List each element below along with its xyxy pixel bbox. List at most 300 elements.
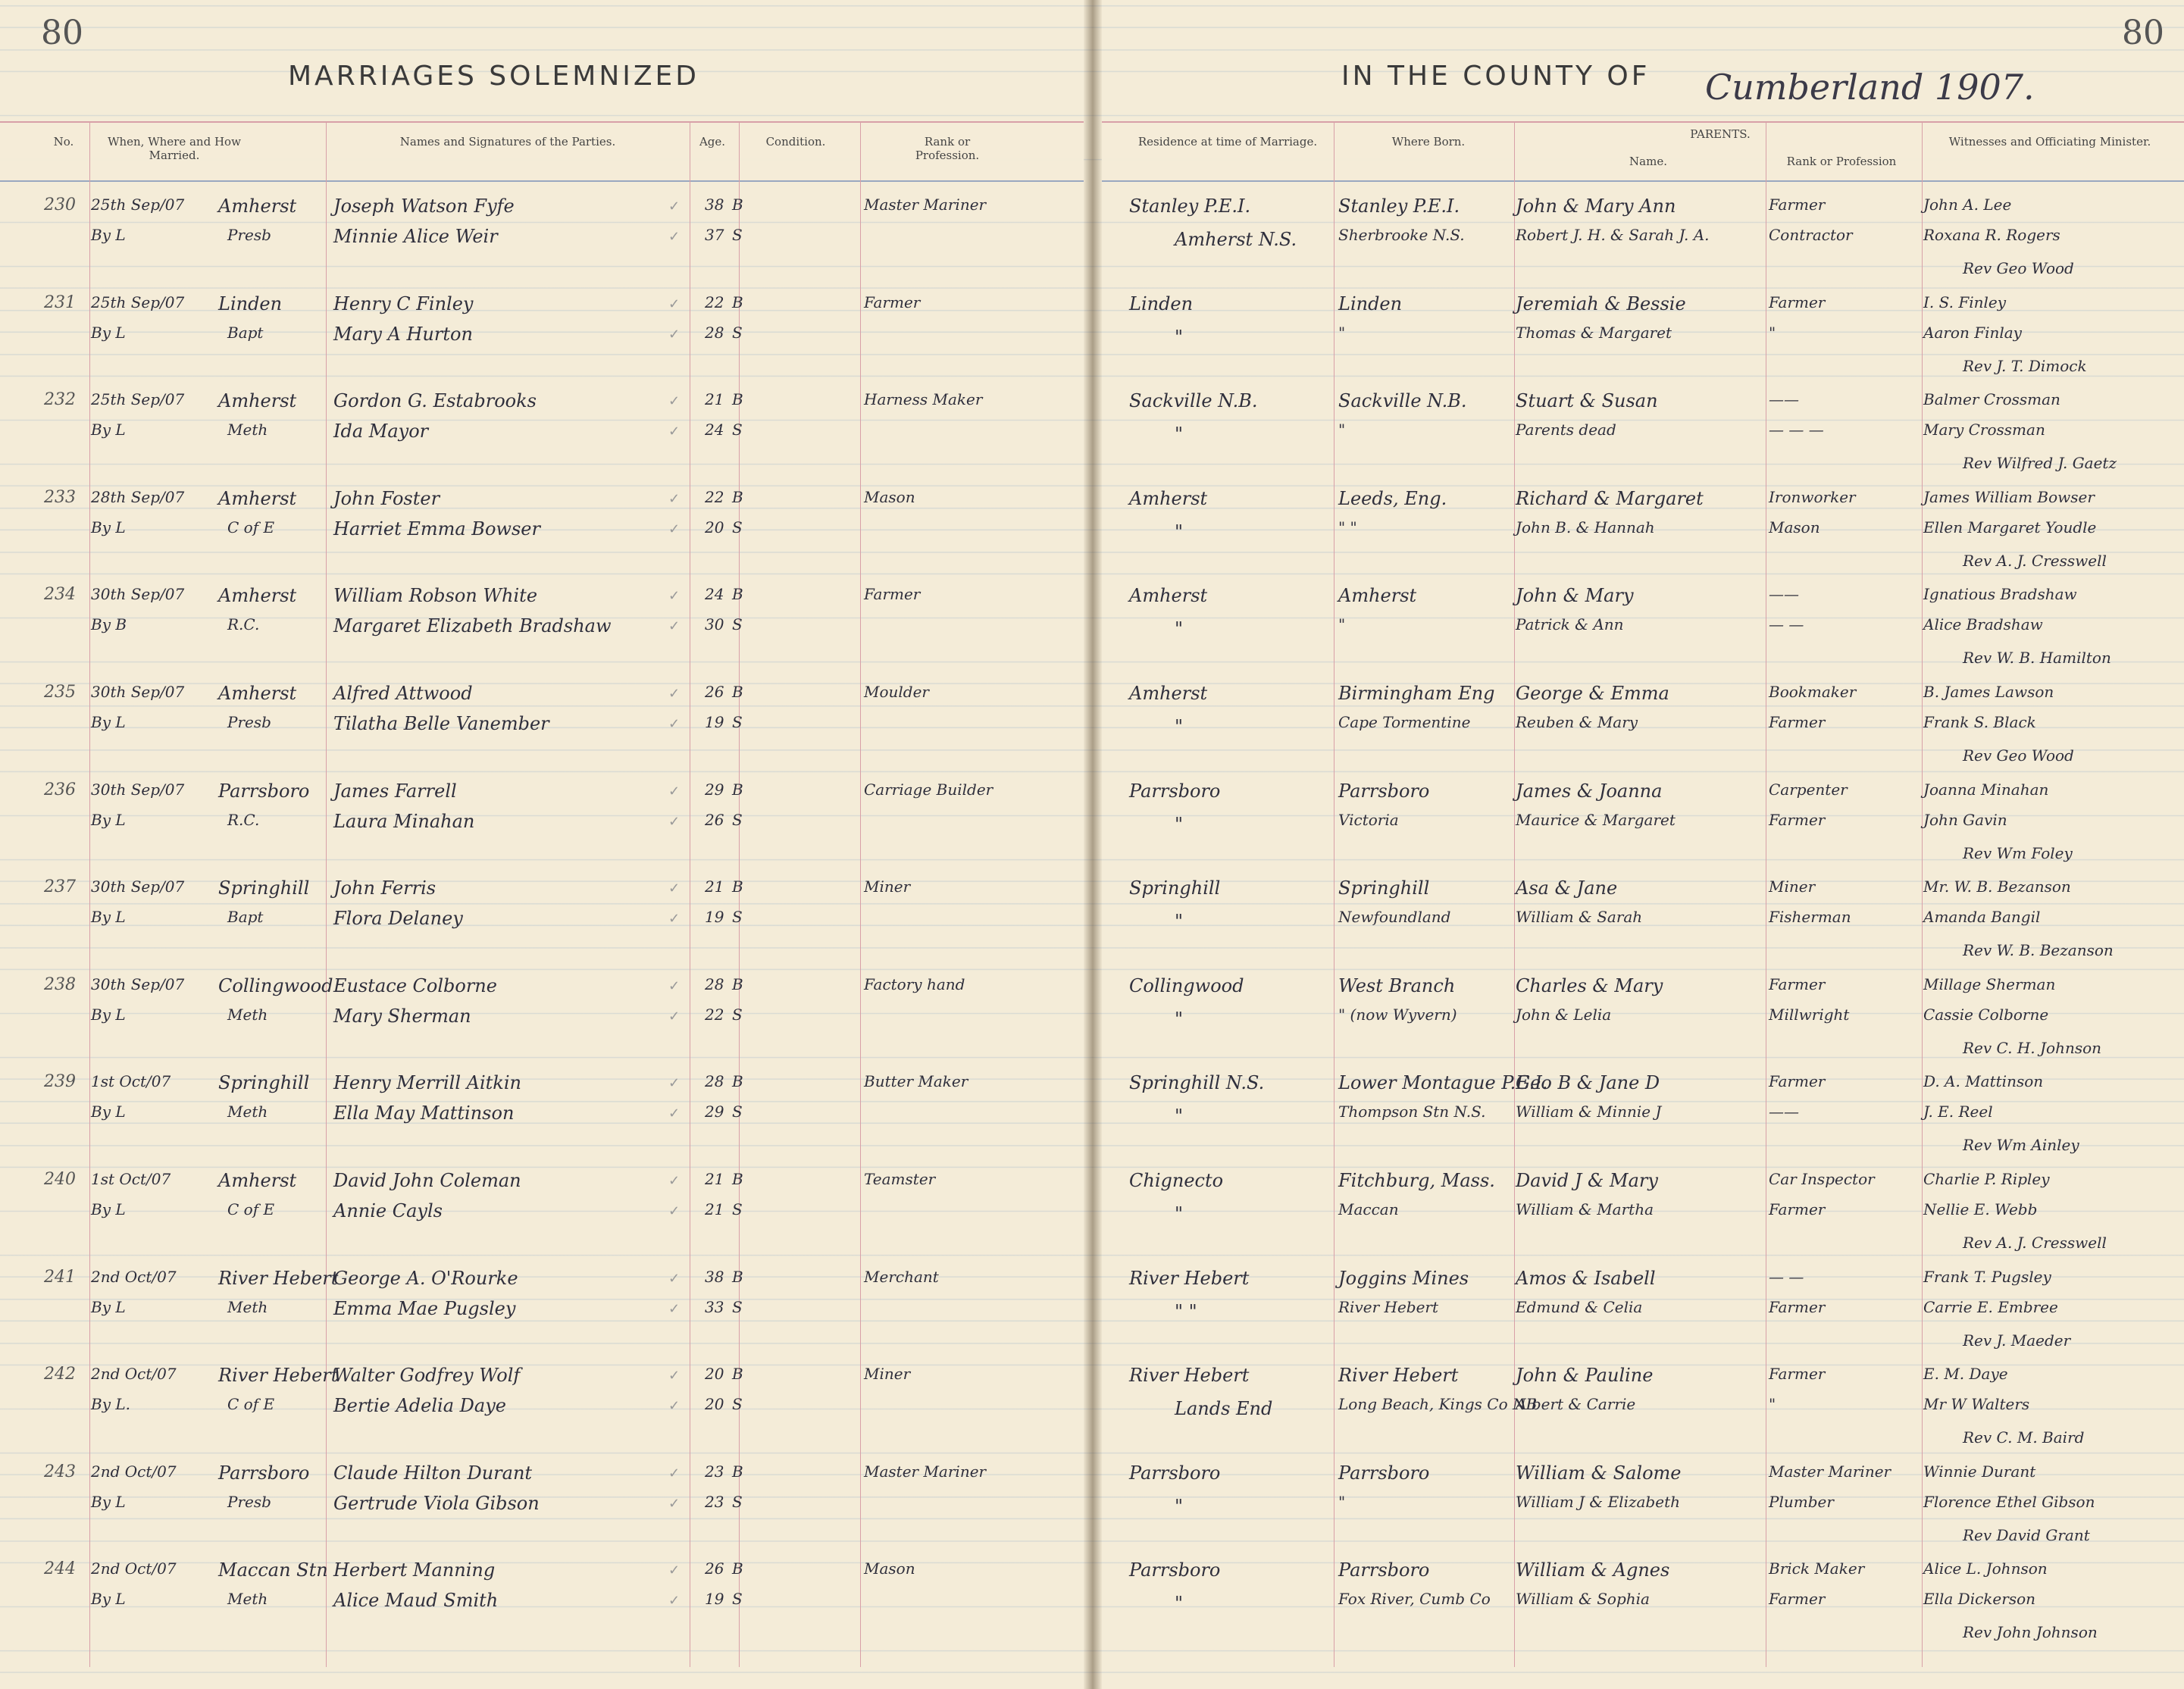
bride-age: 28	[705, 324, 724, 342]
witness-one: Ignatious Bradshaw	[1923, 585, 2077, 603]
groom-age: 21	[705, 1170, 724, 1188]
marriage-date: 2nd Oct/07	[91, 1462, 177, 1481]
witness-two: Aaron Finlay	[1923, 324, 2022, 342]
groom-name: John Foster	[333, 488, 440, 509]
groom-birthplace: Sackville N.B.	[1338, 390, 1467, 411]
record-number: 237	[44, 877, 76, 896]
marriage-place: Amherst	[218, 195, 297, 217]
col-header-condition: Condition.	[765, 135, 826, 149]
check-mark-icon: ✓	[668, 1496, 681, 1512]
check-mark-icon: ✓	[668, 978, 681, 994]
groom-parents-profession: Brick Maker	[1769, 1559, 1865, 1578]
groom-age: 28	[705, 1072, 724, 1090]
col-header-names: Names and Signatures of the Parties.	[399, 135, 616, 149]
groom-name: David John Coleman	[333, 1170, 521, 1191]
witness-one: B. James Lawson	[1923, 683, 2054, 701]
groom-condition: B	[732, 975, 743, 993]
check-mark-icon: ✓	[668, 1203, 681, 1219]
groom-residence: Chignecto	[1129, 1170, 1224, 1191]
check-mark-icon: ✓	[668, 1593, 681, 1609]
col-header-age: Age.	[699, 135, 726, 149]
bride-parents: Patrick & Ann	[1516, 615, 1624, 633]
bride-parents-profession: Mason	[1769, 518, 1820, 536]
record-number: 239	[44, 1072, 76, 1091]
groom-profession: Merchant	[864, 1268, 939, 1286]
witness-one: Frank T. Pugsley	[1923, 1268, 2051, 1286]
bride-age: 29	[705, 1103, 724, 1121]
groom-age: 38	[705, 1268, 724, 1286]
check-mark-icon: ✓	[668, 716, 681, 732]
denomination: Meth	[227, 1298, 268, 1316]
bride-birthplace: " "	[1338, 518, 1357, 536]
groom-age: 38	[705, 195, 724, 214]
check-mark-icon: ✓	[668, 229, 681, 245]
denomination: Presb	[227, 226, 271, 244]
groom-birthplace: Lower Montague P.E.I.	[1338, 1072, 1548, 1093]
record-number: 232	[44, 390, 76, 409]
bride-residence: "	[1175, 911, 1184, 932]
groom-condition: B	[732, 1170, 743, 1188]
officiating-minister: Rev C. H. Johnson	[1963, 1039, 2102, 1057]
groom-profession: Factory hand	[864, 975, 965, 993]
groom-parents: Amos & Isabell	[1516, 1268, 1656, 1289]
record-number: 242	[44, 1365, 76, 1384]
groom-condition: B	[732, 293, 743, 311]
bride-parents-profession: Plumber	[1769, 1493, 1834, 1511]
groom-parents-profession: Farmer	[1769, 975, 1826, 993]
bride-residence: "	[1175, 424, 1184, 445]
bride-residence: "	[1175, 1593, 1184, 1614]
groom-parents: Geo B & Jane D	[1516, 1072, 1660, 1093]
bride-parents: Edmund & Celia	[1516, 1298, 1643, 1316]
license-type: By L	[91, 1493, 126, 1511]
officiating-minister: Rev W. B. Hamilton	[1963, 649, 2111, 667]
marriage-place: Amherst	[218, 585, 297, 606]
witness-two: Roxana R. Rogers	[1923, 226, 2060, 244]
bride-condition: S	[732, 1590, 743, 1608]
right-page-number: 80	[2122, 14, 2164, 52]
record-number: 235	[44, 683, 76, 702]
groom-parents-profession: Master Mariner	[1769, 1462, 1891, 1481]
groom-condition: B	[732, 390, 743, 408]
groom-condition: B	[732, 1462, 743, 1481]
groom-parents: John & Mary Ann	[1516, 195, 1676, 217]
groom-name: Gordon G. Estabrooks	[333, 390, 537, 411]
bride-residence: "	[1175, 618, 1184, 640]
check-mark-icon: ✓	[668, 880, 681, 896]
bride-name: Minnie Alice Weir	[333, 226, 498, 247]
marriage-place: Parrsboro	[218, 1462, 310, 1484]
bride-age: 21	[705, 1200, 724, 1218]
marriage-place: River Hebert	[218, 1365, 339, 1386]
officiating-minister: Rev J. T. Dimock	[1963, 357, 2087, 375]
bride-residence: "	[1175, 1009, 1184, 1030]
bride-condition: S	[732, 1298, 743, 1316]
record-number: 241	[44, 1268, 76, 1287]
groom-parents-profession: Miner	[1769, 877, 1816, 896]
marriage-date: 1st Oct/07	[91, 1170, 171, 1188]
license-type: By L	[91, 1103, 126, 1121]
bride-birthplace: "	[1338, 324, 1346, 342]
groom-birthplace: Parrsboro	[1338, 1462, 1430, 1484]
marriage-date: 30th Sep/07	[91, 780, 185, 799]
col-header-born: Where Born.	[1391, 135, 1466, 149]
check-mark-icon: ✓	[668, 911, 681, 927]
bride-birthplace: "	[1338, 1493, 1346, 1511]
marriage-date: 2nd Oct/07	[91, 1268, 177, 1286]
bride-condition: S	[732, 1200, 743, 1218]
bride-condition: S	[732, 1006, 743, 1024]
left-page-title: MARRIAGES SOLEMNIZED	[288, 61, 699, 92]
groom-birthplace: Joggins Mines	[1338, 1268, 1469, 1289]
record-number: 233	[44, 488, 76, 507]
bride-parents-profession: Farmer	[1769, 811, 1826, 829]
witness-two: Nellie E. Webb	[1923, 1200, 2038, 1218]
groom-birthplace: Fitchburg, Mass.	[1338, 1170, 1495, 1191]
check-mark-icon: ✓	[668, 1562, 681, 1578]
col-header-residence: Residence at time of Marriage.	[1137, 135, 1318, 149]
bride-age: 24	[705, 421, 724, 439]
groom-parents: Stuart & Susan	[1516, 390, 1658, 411]
marriage-place: Parrsboro	[218, 780, 310, 802]
groom-parents: Asa & Jane	[1516, 877, 1618, 899]
bride-residence: "	[1175, 521, 1184, 543]
record-number: 240	[44, 1170, 76, 1189]
groom-condition: B	[732, 1559, 743, 1578]
check-mark-icon: ✓	[668, 618, 681, 634]
witness-one: Joanna Minahan	[1923, 780, 2049, 799]
bride-name: Annie Cayls	[333, 1200, 443, 1221]
groom-profession: Farmer	[864, 293, 921, 311]
groom-profession: Miner	[864, 1365, 911, 1383]
marriage-place: Amherst	[218, 1170, 297, 1191]
groom-parents: William & Agnes	[1516, 1559, 1670, 1581]
col-header-rank: Rank or Profession.	[915, 135, 980, 162]
witness-two: Mary Crossman	[1923, 421, 2045, 439]
marriage-place: Collingwood	[218, 975, 333, 996]
bride-residence: "	[1175, 814, 1184, 835]
officiating-minister: Rev Wilfred J. Gaetz	[1963, 454, 2117, 472]
groom-parents: David J & Mary	[1516, 1170, 1658, 1191]
groom-residence: Parrsboro	[1129, 1462, 1221, 1484]
groom-residence: Sackville N.B.	[1129, 390, 1258, 411]
check-mark-icon: ✓	[668, 424, 681, 439]
groom-parents: William & Salome	[1516, 1462, 1682, 1484]
groom-residence: Stanley P.E.I.	[1129, 195, 1251, 217]
bride-birthplace: Maccan	[1338, 1200, 1399, 1218]
groom-age: 28	[705, 975, 724, 993]
groom-residence: Linden	[1129, 293, 1194, 314]
marriage-place: Amherst	[218, 390, 297, 411]
bride-age: 23	[705, 1493, 724, 1511]
bride-condition: S	[732, 1493, 743, 1511]
witness-one: Millage Sherman	[1923, 975, 2056, 993]
denomination: Bapt	[227, 908, 264, 926]
bride-age: 37	[705, 226, 724, 244]
bride-parents: Parents dead	[1516, 421, 1616, 439]
bride-condition: S	[732, 615, 743, 633]
denomination: Meth	[227, 1006, 268, 1024]
bride-parents: Maurice & Margaret	[1516, 811, 1676, 829]
groom-age: 24	[705, 585, 724, 603]
bride-residence: Amherst N.S.	[1175, 229, 1297, 250]
groom-birthplace: Birmingham Eng	[1338, 683, 1495, 704]
groom-birthplace: Stanley P.E.I.	[1338, 195, 1460, 217]
col-header-parents: PARENTS.	[1690, 127, 1751, 141]
marriage-date: 2nd Oct/07	[91, 1559, 177, 1578]
witness-one: Winnie Durant	[1923, 1462, 2036, 1481]
bride-birthplace: Thompson Stn N.S.	[1338, 1103, 1486, 1121]
marriage-date: 30th Sep/07	[91, 585, 185, 603]
marriage-date: 25th Sep/07	[91, 390, 185, 408]
witness-one: James William Bowser	[1923, 488, 2095, 506]
check-mark-icon: ✓	[668, 1173, 681, 1189]
groom-condition: B	[732, 585, 743, 603]
marriage-date: 30th Sep/07	[91, 877, 185, 896]
witness-one: John A. Lee	[1923, 195, 2012, 214]
bride-parents: William J & Elizabeth	[1516, 1493, 1680, 1511]
record-number: 234	[44, 585, 76, 604]
license-type: By L	[91, 421, 126, 439]
groom-name: William Robson White	[333, 585, 538, 606]
bride-condition: S	[732, 518, 743, 536]
bride-residence: "	[1175, 1203, 1184, 1225]
groom-condition: B	[732, 195, 743, 214]
check-mark-icon: ✓	[668, 588, 681, 604]
groom-residence: River Hebert	[1129, 1268, 1250, 1289]
record-number: 244	[44, 1559, 76, 1578]
groom-name: Alfred Attwood	[333, 683, 473, 704]
bride-parents-profession: — — —	[1769, 421, 1824, 439]
groom-residence: Parrsboro	[1129, 780, 1221, 802]
bride-parents-profession: Farmer	[1769, 1590, 1826, 1608]
groom-profession: Miner	[864, 877, 911, 896]
marriage-place: Springhill	[218, 1072, 310, 1093]
marriage-place: Amherst	[218, 488, 297, 509]
license-type: By L	[91, 908, 126, 926]
bride-birthplace: "	[1338, 421, 1346, 439]
groom-residence: Springhill	[1129, 877, 1221, 899]
county-name: Cumberland 1907.	[1705, 67, 2035, 108]
marriage-date: 25th Sep/07	[91, 293, 185, 311]
license-type: By L	[91, 1006, 126, 1024]
groom-birthplace: Leeds, Eng.	[1338, 488, 1447, 509]
license-type: By L	[91, 324, 126, 342]
license-type: By L.	[91, 1395, 130, 1413]
witness-two: Cassie Colborne	[1923, 1006, 2049, 1024]
bride-residence: "	[1175, 716, 1184, 737]
denomination: Presb	[227, 713, 271, 731]
record-number: 231	[44, 293, 76, 312]
bride-parents-profession: Millwright	[1769, 1006, 1850, 1024]
groom-profession: Mason	[864, 1559, 915, 1578]
groom-parents: Jeremiah & Bessie	[1516, 293, 1686, 314]
check-mark-icon: ✓	[668, 1398, 681, 1414]
bride-name: Flora Delaney	[333, 908, 463, 929]
bride-birthplace: " (now Wyvern)	[1338, 1006, 1457, 1024]
groom-name: Joseph Watson Fyfe	[333, 195, 515, 217]
check-mark-icon: ✓	[668, 1465, 681, 1481]
groom-birthplace: River Hebert	[1338, 1365, 1459, 1386]
groom-condition: B	[732, 877, 743, 896]
officiating-minister: Rev Wm Ainley	[1963, 1136, 2079, 1154]
groom-name: Henry Merrill Aitkin	[333, 1072, 521, 1093]
groom-name: Eustace Colborne	[333, 975, 497, 996]
check-mark-icon: ✓	[668, 1075, 681, 1091]
bride-condition: S	[732, 1395, 743, 1413]
bride-age: 22	[705, 1006, 724, 1024]
bride-residence: "	[1175, 327, 1184, 348]
bride-parents: William & Minnie J	[1516, 1103, 1662, 1121]
left-page-number: 80	[41, 14, 83, 52]
groom-birthplace: Amherst	[1338, 585, 1417, 606]
record-number: 243	[44, 1462, 76, 1481]
record-number: 238	[44, 975, 76, 994]
bride-age: 26	[705, 811, 724, 829]
groom-birthplace: Parrsboro	[1338, 1559, 1430, 1581]
bride-age: 20	[705, 518, 724, 536]
bride-name: Laura Minahan	[333, 811, 475, 832]
groom-profession: Mason	[864, 488, 915, 506]
witness-two: Ella Dickerson	[1923, 1590, 2036, 1608]
groom-name: Herbert Manning	[333, 1559, 496, 1581]
witness-two: Carrie E. Embree	[1923, 1298, 2058, 1316]
witness-two: John Gavin	[1923, 811, 2007, 829]
groom-residence: River Hebert	[1129, 1365, 1250, 1386]
denomination: Meth	[227, 421, 268, 439]
check-mark-icon: ✓	[668, 327, 681, 342]
groom-birthplace: West Branch	[1338, 975, 1456, 996]
groom-birthplace: Linden	[1338, 293, 1403, 314]
check-mark-icon: ✓	[668, 491, 681, 507]
groom-profession: Master Mariner	[864, 1462, 987, 1481]
bride-age: 19	[705, 713, 724, 731]
witness-one: I. S. Finley	[1923, 293, 2007, 311]
license-type: By L	[91, 1298, 126, 1316]
groom-residence: Amherst	[1129, 488, 1208, 509]
col-header-parents-name: Name.	[1629, 155, 1667, 168]
license-type: By L	[91, 713, 126, 731]
groom-residence: Collingwood	[1129, 975, 1244, 996]
groom-age: 21	[705, 390, 724, 408]
marriage-place: Linden	[218, 293, 283, 314]
groom-residence: Springhill N.S.	[1129, 1072, 1265, 1093]
bride-parents-profession: Farmer	[1769, 713, 1826, 731]
denomination: C of E	[227, 1200, 275, 1218]
right-page-title: IN THE COUNTY OF	[1341, 61, 1651, 92]
check-mark-icon: ✓	[668, 1106, 681, 1121]
bride-age: 33	[705, 1298, 724, 1316]
check-mark-icon: ✓	[668, 393, 681, 409]
witness-two: J. E. Reel	[1923, 1103, 1993, 1121]
bride-residence: "	[1175, 1496, 1184, 1517]
officiating-minister: Rev C. M. Baird	[1963, 1428, 2085, 1447]
officiating-minister: Rev A. J. Cresswell	[1963, 552, 2107, 570]
denomination: R.C.	[227, 615, 260, 633]
bride-parents: William & Sarah	[1516, 908, 1643, 926]
marriage-date: 1st Oct/07	[91, 1072, 171, 1090]
groom-age: 23	[705, 1462, 724, 1481]
officiating-minister: Rev J. Maeder	[1963, 1331, 2071, 1350]
groom-parents-profession: Farmer	[1769, 195, 1826, 214]
officiating-minister: Rev Wm Foley	[1963, 844, 2073, 862]
bride-parents: Albert & Carrie	[1516, 1395, 1636, 1413]
license-type: By L	[91, 226, 126, 244]
bride-name: Gertrude Viola Gibson	[333, 1493, 540, 1514]
witness-one: Mr. W. B. Bezanson	[1923, 877, 2071, 896]
check-mark-icon: ✓	[668, 1009, 681, 1024]
witness-one: D. A. Mattinson	[1923, 1072, 2044, 1090]
denomination: Presb	[227, 1493, 271, 1511]
groom-birthplace: Parrsboro	[1338, 780, 1430, 802]
groom-age: 29	[705, 780, 724, 799]
denomination: Meth	[227, 1103, 268, 1121]
groom-age: 22	[705, 488, 724, 506]
marriage-date: 28th Sep/07	[91, 488, 185, 506]
groom-residence: Amherst	[1129, 683, 1208, 704]
groom-parents-profession: Car Inspector	[1769, 1170, 1875, 1188]
marriage-date: 2nd Oct/07	[91, 1365, 177, 1383]
bride-residence: "	[1175, 1106, 1184, 1127]
groom-name: Henry C Finley	[333, 293, 474, 314]
groom-age: 26	[705, 683, 724, 701]
groom-profession: Moulder	[864, 683, 929, 701]
bride-birthplace: Fox River, Cumb Co	[1338, 1590, 1491, 1608]
groom-parents-profession: ——	[1769, 390, 1799, 408]
witness-two: Frank S. Black	[1923, 713, 2036, 731]
groom-condition: B	[732, 1365, 743, 1383]
bride-age: 19	[705, 908, 724, 926]
groom-parents-profession: Farmer	[1769, 1365, 1826, 1383]
bride-condition: S	[732, 1103, 743, 1121]
groom-parents-profession: Carpenter	[1769, 780, 1848, 799]
bride-parents-profession: Farmer	[1769, 1200, 1826, 1218]
bride-name: Mary A Hurton	[333, 324, 473, 345]
record-number: 236	[44, 780, 76, 799]
bride-birthplace: Sherbrooke N.S.	[1338, 226, 1465, 244]
groom-condition: B	[732, 488, 743, 506]
officiating-minister: Rev Geo Wood	[1963, 259, 2074, 277]
witness-two: Alice Bradshaw	[1923, 615, 2043, 633]
bride-birthplace: Victoria	[1338, 811, 1399, 829]
bride-birthplace: Cape Tormentine	[1338, 713, 1471, 731]
bride-parents-profession: — —	[1769, 615, 1804, 633]
bride-parents-profession: "	[1769, 1395, 1776, 1413]
bride-name: Margaret Elizabeth Bradshaw	[333, 615, 612, 637]
license-type: By L	[91, 518, 126, 536]
marriage-place: Springhill	[218, 877, 310, 899]
groom-parents-profession: Farmer	[1769, 1072, 1826, 1090]
bride-name: Ella May Mattinson	[333, 1103, 515, 1124]
bride-birthplace: Newfoundland	[1338, 908, 1451, 926]
groom-condition: B	[732, 1072, 743, 1090]
officiating-minister: Rev John Johnson	[1963, 1623, 2098, 1641]
groom-condition: B	[732, 683, 743, 701]
check-mark-icon: ✓	[668, 1271, 681, 1287]
bride-parents: Thomas & Margaret	[1516, 324, 1672, 342]
bride-parents-profession: Fisherman	[1769, 908, 1851, 926]
bride-parents: John & Lelia	[1516, 1006, 1612, 1024]
bride-birthplace: Long Beach, Kings Co NB	[1338, 1395, 1538, 1413]
groom-name: Claude Hilton Durant	[333, 1462, 533, 1484]
marriage-date: 25th Sep/07	[91, 195, 185, 214]
groom-parents-profession: — —	[1769, 1268, 1804, 1286]
bride-residence: Lands End	[1175, 1398, 1273, 1419]
groom-birthplace: Springhill	[1338, 877, 1430, 899]
officiating-minister: Rev W. B. Bezanson	[1963, 941, 2114, 959]
marriage-date: 30th Sep/07	[91, 975, 185, 993]
denomination: Meth	[227, 1590, 268, 1608]
